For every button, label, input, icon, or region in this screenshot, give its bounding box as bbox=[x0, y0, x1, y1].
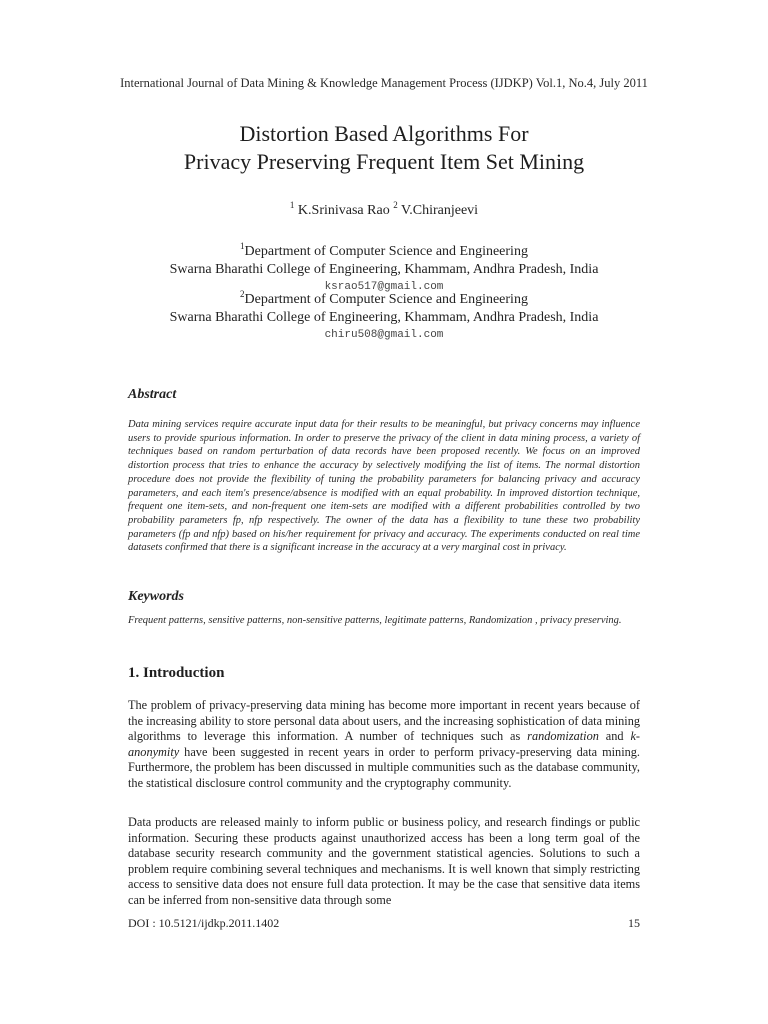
introduction-paragraph-2: Data products are released mainly to inform public or business policy, and research findings or public information. Securing these products against unauthorized access has been a long term goal of the database security research community and the government statistical agencies. Solutions to such a problem require combining several techniques and mechanisms. It is well known that simply restricting access to sensitive data does not ensure full data protection. It may be the case that sensitive data items can be inferred from non-sensitive data through some bbox=[128, 815, 640, 907]
doi-footer: DOI : 10.5121/ijdkp.2011.1402 bbox=[128, 916, 280, 930]
author-email: chiru508@gmail.com bbox=[324, 329, 444, 341]
author1-mark: 1 bbox=[289, 200, 295, 210]
journal-header: International Journal of Data Mining & Knowledge Management Process (IJDKP) Vol.1, No.4, July 2011 bbox=[120, 76, 648, 90]
abstract-heading: Abstract bbox=[128, 387, 177, 402]
keywords-heading: Keywords bbox=[128, 589, 184, 604]
title-line-2: Privacy Preserving Frequent Item Set Mining bbox=[183, 149, 585, 174]
title-line-1: Distortion Based Algorithms For bbox=[239, 121, 529, 146]
introduction-paragraph-1: The problem of privacy-preserving data mining has become more important in recent years because of the increasing ability to store personal data about users, and the increasing sophistication of data mining algorithms to leverage this information. A number of techniques such as randomization and k-anonymity have been suggested in recent years in order to perform privacy-preserving data mining. Furthermore, the problem has been discussed in multiple communities such as the database community, the statistical disclosure control community and the cryptography community. bbox=[128, 698, 640, 790]
term-k-anonymity: k-anonymity bbox=[128, 729, 640, 759]
author2-mark: 2 bbox=[393, 200, 398, 210]
page-number: 15 bbox=[628, 916, 640, 930]
affiliation-institution: Swarna Bharathi College of Engineering, Khammam, Andhra Pradesh, India bbox=[169, 262, 599, 277]
paper-title bbox=[0, 120, 768, 176]
affiliation-mark: 2 bbox=[240, 289, 245, 299]
affiliation-institution: Swarna Bharathi College of Engineering, Khammam, Andhra Pradesh, India bbox=[169, 310, 599, 325]
affiliation-department: $^2$Department of Computer Science and Engineering bbox=[240, 289, 528, 307]
author-email: ksrao517@gmail.com bbox=[324, 281, 444, 293]
term-randomization: randomization bbox=[527, 729, 599, 744]
abstract-text: Data mining services require accurate input data for their results to be meaningful, but privacy concerns may influence users to provide spurious information. In order to preserve the privacy of the client in data mining process, a variety of techniques based on random perturbation of data records have been proposed recently. We focus on an improved distortion process that tries to enhance the accuracy by selectively modifying the list of items. The normal distortion procedure does not provide the flexibility of tuning the probability parameters for balancing privacy and accuracy parameters, and each item's presence/absence is modified with an equal probability. In improved distortion technique, frequent one item-sets, and non-frequent one item-sets are modified with a different probabilities controlled by two probability parameters fp, nfp respectively. The owner of the data has a flexibility to tune these two probability parameters (fp and nfp) based on his/her requirement for privacy and accuracy. The experiments conducted on real time datasets confirmed that there is a significant increase in the accuracy at a very marginal cost in privacy. bbox=[128, 419, 640, 554]
author-list bbox=[0, 200, 768, 219]
author2-name: V.Chiranjeevi bbox=[400, 203, 479, 218]
affiliation-department: $^1$Department of Computer Science and Engineering bbox=[240, 241, 528, 259]
affiliation-2 bbox=[0, 285, 768, 343]
keywords-text: Frequent patterns, sensitive patterns, non-sensitive patterns, legitimate patterns, Randomization , privacy preserving. bbox=[128, 615, 622, 626]
affiliation-mark: 1 bbox=[240, 241, 245, 251]
introduction-heading: 1. Introduction bbox=[128, 665, 225, 681]
author1-name: K.Srinivasa Rao bbox=[297, 203, 390, 218]
